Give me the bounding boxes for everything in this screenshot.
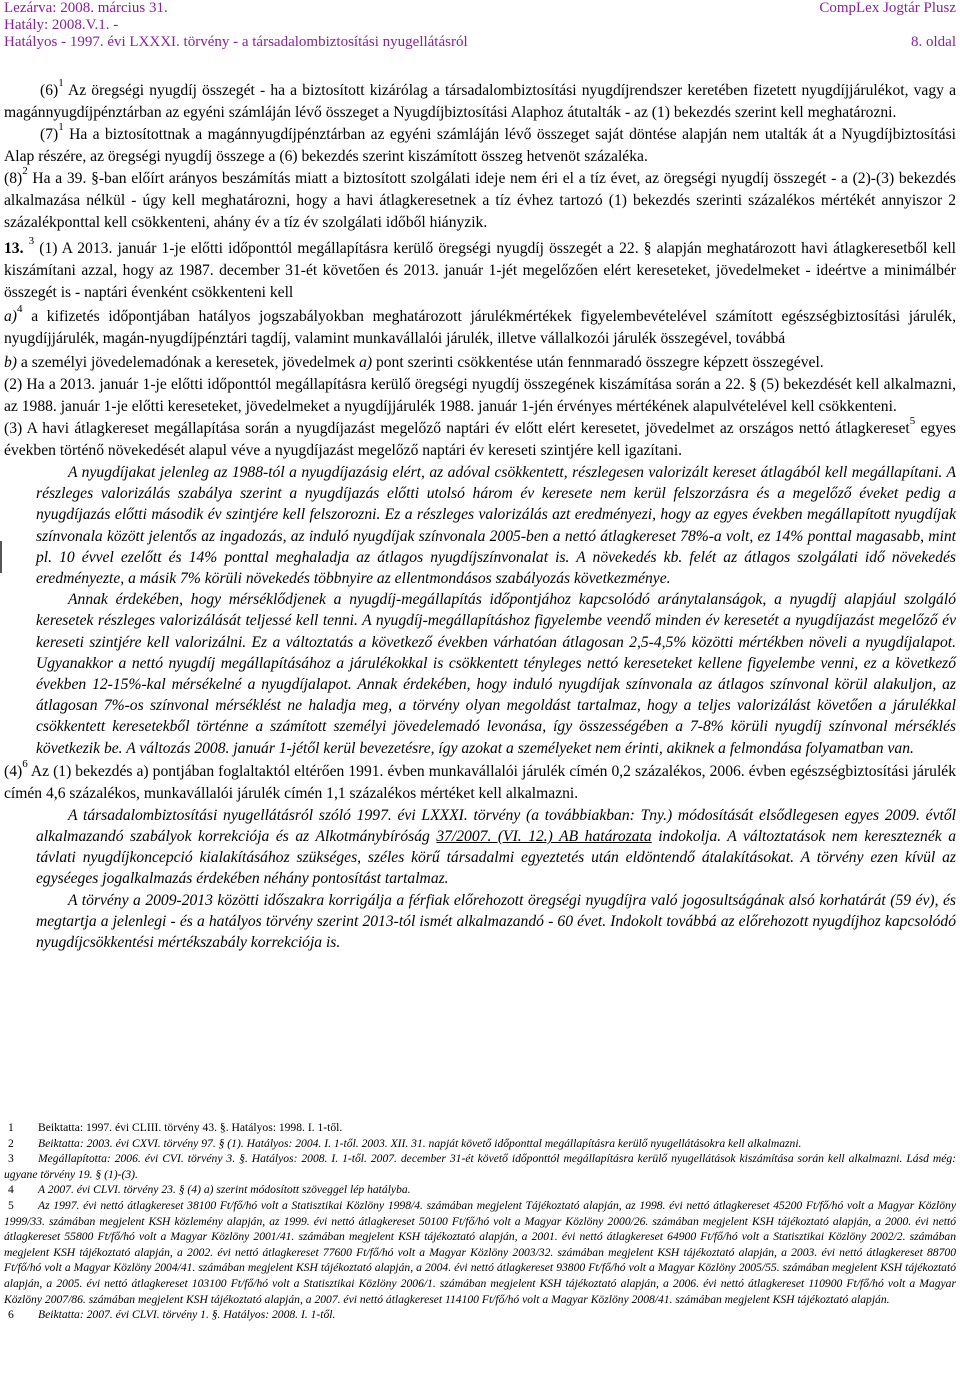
note-paragraph: A törvény a 2009-2013 közötti időszakra korrigálja a férfiak előrehozott öregségi nyugdíjra való jogosultságának alsó korhatárát (59 év), és megtartja a jelenlegi - és a hatályos törvény szerint 2013-tól ismét alkalmazandó - 60 évet. Indokolt továbbá az előrehozott nyugdíjhoz kapcsolódó nyugdíjcsökkentési mértékszabály korrekciója is. [36,891,956,952]
paragraph-6: $(6)^1$ Az öregségi nyugdíj összegét - ha a biztosított kizárólag a társadalombiztosítási nyugdíjrendszer keretében fizetett nyugdíjjárulékot, vagy a magánnyugdíjpénztárban az egyéni számláján lévő összeget a Nyugdíjbiztosítási Alaphoz átutalták - az (1) bekezdés szerint kell meghatározni. [4,76,956,121]
footnote-ref[interactable]: 3 [28,234,35,247]
closed-date: Lezárva: 2008. március 31. [4,0,168,16]
footnote-ref[interactable]: 1 [58,120,64,133]
note-paragraph: Annak érdekében, hogy mérséklődjenek a nyugdíj-megállapítás időpontjához kapcsolódó aránytalanságok, a nyugdíj alapjául szolgáló keresetek részleges valorizálását teljessé kell tenni. A nyugdíj-megállapításhoz figyelembe veendő minden év keresetét a nyugdíjazást megelőző év kereseti szintjére kell valorizálni. Ez a változtatás a következő években várhatóan átlagosan 2,5-4,5% közötti mértékben növeli a nyugdíjalapot. Ugyanakkor a nettó nyugdíj megállapításához a járulékokkal is csökkentett tényleges nettó kereseteket kellene figyelembe venni, ez a következő években 12-15%-kal mérsékelné a nyugdíjalapot. Annak érdekében, hogy induló nyugdíjak színvonala az átlagos színvonal körül alakuljon, az átlagosan 7%-os színvonal mérséklést ne haladja meg, a törvény olyan megoldást tartalmaz, hogy a teljes valorizálást követően a járulékkal csökkentett keresetekből történne a számított személyi jövedelemadó levonása, így összességében a 7-8% körüli nyugdíj színvonal mérséklés következik be. A változás 2008. január 1-jétől kerül bevezetésre, így azokat a személyeket nem érinti, akiknek a felmondása folyamatban van. [36,591,956,757]
footnote-4: 4 A 2007. évi CLVI. törvény 23. § (4) a) szerint módosított szöveggel lép hatályba. [8,1183,411,1197]
paragraph-4: $(4)^6$ Az (1) bekezdés a) pontjában foglaltaktól eltérően 1991. évben munkavállalói járulék címén 0,2 százalékos, 2006. évben egészségbiztosítási járulék címén 4,6 százalékos, munkavállalói járulék címén 1,1 százalékos mértéket kell alkalmazni. [4,757,956,802]
note-paragraph: A társadalombiztosítási nyugellátásról szóló 1997. évi LXXXI. törvény (a továbbiakban: Tny.) módosítását elsődlegesen egyes 2009. évtől alkalmazandó szabályok korrekciója és az Alkotmánybíróság 37/2007. (VI. 12.) AB határozata indokolja. A változtatások nem kereszteznék a távlati nyugdíjkoncepció kialakításához szükséges, széles körű társadalmi egyeztetés után eldöntendő átalakításokat. A törvény ezen kívül az egyséeges jogalkalmazás érdekében néhány pontosítást tartalmaz. [36,806,956,888]
footnote-ref[interactable]: 5 [909,414,916,427]
paragraph-8: $(8)^2$ Ha a 39. §-ban előírt arányos beszámítás miatt a biztosított szolgálati ideje nem éri el a tíz évet, az öregségi nyugdíj összegét - a (2)-(3) bekezdés alkalmazása nélkül - úgy kell meghatározni, hogy a havi átlagkeresetnek a tíz évhez tartozó (1) bekezdés szerinti százalékos mértékét annyiszor 2 százalékponttal kell csökkenteni, ahány év a tíz év szolgálati időből hiányzik. [4,164,956,231]
footnote-ref[interactable]: 4 [17,302,23,315]
paragraph-3: (3) A havi átlagkereset megállapítása során a nyugdíjazást megelőző naptári év előtt elért keresetet, jövedelmet az országos nettó átlagkereset$^5$ egyes években történő növekedését alapul véve a nyugdíjazást megelőző naptári év kereseti szintjére kell igazítani. [4,414,956,459]
footnotes [4,1120,956,1323]
footnote-ref[interactable]: 2 [22,164,28,177]
effective-date: Hatály: 2008.V.1. - [4,17,119,33]
point-b: b) a személyi jövedelemadónak a keresetek, jövedelmek a) pont szerinti csökkentése után fennmaradó összegre képzett összegével. [4,354,824,371]
footnote-5: 5 Az 1997. évi nettó átlagkereset 38100 Ft/fő/hó volt a Statisztikai Közlöny 1998/4. számában megjelent Tájékoztató alapján, az 1998. évi nettó átlagkereset 45200 Ft/fő/hó volt a Magyar Közlöny 1999/33. számában megjelent KSH közlemény alapján, az 1999. évi nettó átlagkereset 50100 Ft/fő/hó volt a Magyar Közlöny 2000/26. számában megjelent KSH tájékoztató alapján, a 2000. évi nettó átlagkereset 55800 Ft/fő/hó volt a Magyar Közlöny 2001/41. számában megjelent KSH tájékoztató alapján, a 2001. évi nettó átlagkereset 64900 Ft/fő/hó volt a Statisztikai Közlöny 2002/2. számában megjelent KSH tájékoztató alapján, a 2002. évi nettó átlagkereset 77600 Ft/fő/hó volt a Magyar Közlöny 2003/32. számában megjelent KSH tájékoztató alapján, a 2003. évi nettó átlagkereset 88700 Ft/fő/hó volt a Magyar Közlöny 2004/41. számában megjelent KSH tájékoztató alapján, a 2004. évi nettó átlagkereset 93800 Ft/fő/hó volt a Magyar Közlöny 2005/55. számában megjelent KSH tájékoztató alapján, a 2005. évi nettó átlagkereset 103100 Ft/fő/hó volt a Statisztikai Közlöny 2006/1. számában megjelent KSH tájékoztató alapján, a 2006. évi nettó átlagkereset 110900 Ft/fő/hó volt a Magyar Közlöny 2007/86. számában megjelent KSH tájékoztató alapján, a 2007. évi nettó átlagkereset 114100 Ft/fő/hó volt a Magyar Közlöny 2008/41. számában megjelent KSH tájékoztató alapján. [4,1198,956,1306]
paragraph-7: $(7)^1$ Ha a biztosítottnak a magánnyugdíjpénztárban az egyéni számláján lévő összeget saját döntése alapján nem utalták át a Nyugdíjbiztosítási Alap részére, az öregségi nyugdíj összege a (6) bekezdés szerint kiszámított összeg hetvenöt százaléka. [4,120,956,165]
header-left [4,0,468,51]
point-a: a)$^4$ a kifizetés időpontjában hatályos jogszabályokban meghatározott járulékmértékek figyelembevételével számított egészségbiztosítási járulék, nyugdíjjárulék, magán-nyugdíjpénztári tagdíj, valamint munkavállalói járulék, illetve vállalkozói járulék összegével, továbbá [4,302,956,347]
page-number: 8. oldal [911,34,956,50]
footnote-1: 1 Beiktatta: 1997. évi CLIII. törvény 43. §. Hatályos: 1998. I. 1-től. [8,1121,343,1134]
court-decision-link[interactable]: 37/2007. (VI. 12.) AB határozata [436,828,652,846]
section-number: 13. [4,240,24,257]
section-13: 13. $^3$ (1) A 2013. január 1-je előtti időponttól megállapításra kerülő öregségi nyugdíj összegét a 22. § alapján meghatározott havi átlagkeresetből kell kiszámítani azzal, hogy az 1987. december 31-ét követően és 2013. január 1-jét megelőzően elért kereseteket, jövedelmeket - ideértve a minimálbér összegét is - naptári évenként csökkenteni kell [4,234,956,301]
footnote-2: 2 Beiktatta: 2003. évi CXVI. törvény 97. § (1). Hatályos: 2004. I. 1-től. 2003. XII. 31. napját követő időponttal megállapításra kerülő nyugellátásokra kell alkalmazni. [8,1136,802,1150]
document-body [4,76,956,953]
footnote-ref[interactable]: 6 [22,757,28,770]
explanatory-note-2 [4,805,956,953]
footnote-ref[interactable]: 1 [58,76,64,89]
brand-name: CompLex Jogtár Plusz [819,0,956,16]
footnote-6: 6 Beiktatta: 2007. évi CLVI. törvény 1. §. Hatályos: 2008. I. 1-től. [8,1308,336,1322]
note-paragraph: A nyugdíjakat jelenleg az 1988-tól a nyugdíjazásig elért, az adóval csökkentett, részlegesen valorizált kereset átlagából kell megállapítani. A részleges valorizálás szabálya szerint a nyugdíjazás előtti utolsó három év keresete nem kerül felszorzásra és a megelőző éveket pedig a nyugdíjazás előtti második év szintjére kell felszorozni. Ez a részleges valorizálás azt eredményezi, hogy az egyes években megállapított nyugdíjak színvonala között jelentős az ingadozás, az induló nyugdíjak színvonala 2005-ben a nettó átlagkereset 78%-a volt, ez 14% ponttal magasabb, mint pl. 10 évvel ezelőtt és 14% ponttal meghaladja az átlagos nyugdíjszínvonalat is. A növekedés kb. felét az átlagos szolgálati idő növekedés eredményezte, a másik 7% körüli növekedés többnyire az ellentmondásos szabályozás következménye. [36,464,956,588]
header-right [819,0,956,51]
change-bar [0,541,5,573]
footnote-3: 3 Megállapította: 2006. évi CVI. törvény 3. §. Hatályos: 2008. I. 1-től. 2007. december 31-ét követő időponttól megállapításra kerülő nyugellátások kiszámítása során kell alkalmazni. Lásd még: ugyane törvény 19. § (1)-(3). [4,1152,956,1181]
law-title: Hatályos - 1997. évi LXXXI. törvény - a társadalombiztosítási nyugellátásról [4,34,468,50]
explanatory-note-1 [4,462,956,759]
paragraph-2: (2) Ha a 2013. január 1-je előtti időponttól megállapításra kerülő öregségi nyugdíj összegének kiszámítása során a 22. § (5) bekezdését kell alkalmazni, az 1988. január 1-je előtti kereseteket, jövedelmeket a nyugdíjjárulék 1988. január 1-jén érvényes mértékének alapulvételével kell csökkenteni. [4,376,956,415]
